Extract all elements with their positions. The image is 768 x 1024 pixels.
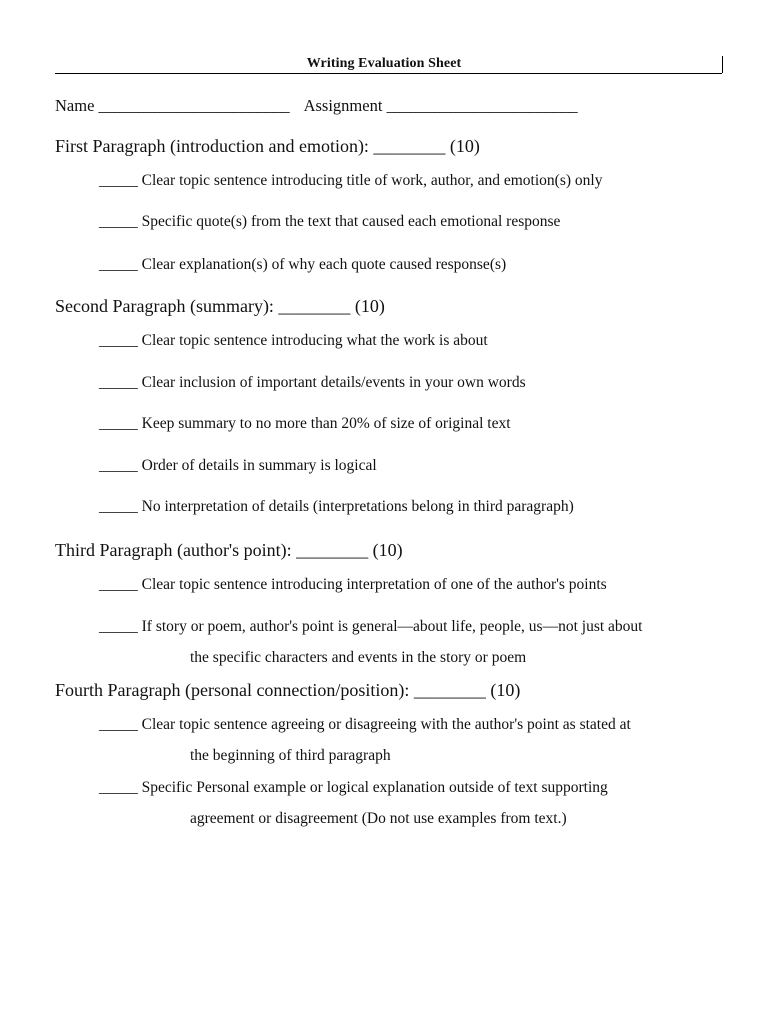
criterion-item <box>99 618 642 636</box>
title-rule-end-tick <box>722 56 723 73</box>
section-heading-first-paragraph: First Paragraph (introduction and emotion): ________ (10) <box>55 136 480 156</box>
criterion-item <box>99 256 506 274</box>
criterion-text: Specific Personal example or logical explanation outside of text supporting <box>141 779 608 796</box>
criterion-text: Specific quote(s) from the text that caused each emotional response <box>141 213 561 230</box>
criterion-continuation: the specific characters and events in the story or poem <box>190 649 527 666</box>
criterion-text: Order of details in summary is logical <box>141 457 377 474</box>
criterion-text: Clear inclusion of important details/events in your own words <box>141 374 526 391</box>
score-blank[interactable]: _____ <box>99 716 138 733</box>
score-blank[interactable]: _____ <box>99 213 138 230</box>
score-blank[interactable]: _____ <box>99 498 138 515</box>
criterion-item <box>99 576 607 594</box>
criterion-item <box>99 172 602 190</box>
criterion-text: Clear topic sentence introducing what the work is about <box>141 332 488 349</box>
assignment-blank[interactable]: ________________________ <box>386 96 578 115</box>
name-assignment-line <box>55 96 577 116</box>
section-heading-second-paragraph: Second Paragraph (summary): ________ (10) <box>55 296 385 316</box>
score-blank[interactable]: _____ <box>99 415 138 432</box>
criterion-item <box>99 415 511 433</box>
score-blank[interactable]: _____ <box>99 172 138 189</box>
criterion-item <box>99 457 377 475</box>
name-label: Name <box>55 96 95 115</box>
score-blank[interactable]: _____ <box>99 332 138 349</box>
criterion-text: Clear topic sentence introducing interpretation of one of the author's points <box>141 576 607 593</box>
section-heading-third-paragraph: Third Paragraph (author's point): ________ (10) <box>55 540 403 560</box>
name-blank[interactable]: ________________________ <box>98 96 290 115</box>
criterion-continuation: the beginning of third paragraph <box>190 747 391 764</box>
score-blank[interactable]: _____ <box>99 457 138 474</box>
criterion-item <box>99 779 608 797</box>
criterion-text: If story or poem, author's point is general—about life, people, us—not just about <box>141 618 643 635</box>
score-blank[interactable]: _____ <box>99 576 138 593</box>
criterion-text: Clear topic sentence agreeing or disagreeing with the author's point as stated at <box>141 716 631 733</box>
criterion-item <box>99 213 560 231</box>
sheet-title: Writing Evaluation Sheet <box>306 56 462 71</box>
criterion-item <box>99 374 526 392</box>
section-heading-fourth-paragraph: Fourth Paragraph (personal connection/position): ________ (10) <box>55 680 521 700</box>
score-blank[interactable]: _____ <box>99 374 138 391</box>
score-blank[interactable]: _____ <box>99 779 138 796</box>
criterion-text: Clear explanation(s) of why each quote caused response(s) <box>141 256 507 273</box>
assignment-label: Assignment <box>303 96 383 115</box>
criterion-item <box>99 332 488 350</box>
criterion-item <box>99 498 574 516</box>
criterion-continuation: agreement or disagreement (Do not use examples from text.) <box>190 810 567 827</box>
criterion-text: Keep summary to no more than 20% of size of original text <box>141 415 511 432</box>
criterion-item <box>99 716 631 734</box>
score-blank[interactable]: _____ <box>99 618 138 635</box>
criterion-text: No interpretation of details (interpretations belong in third paragraph) <box>141 498 574 515</box>
criterion-text: Clear topic sentence introducing title of work, author, and emotion(s) only <box>141 172 603 189</box>
score-blank[interactable]: _____ <box>99 256 138 273</box>
title-rule <box>55 73 722 74</box>
